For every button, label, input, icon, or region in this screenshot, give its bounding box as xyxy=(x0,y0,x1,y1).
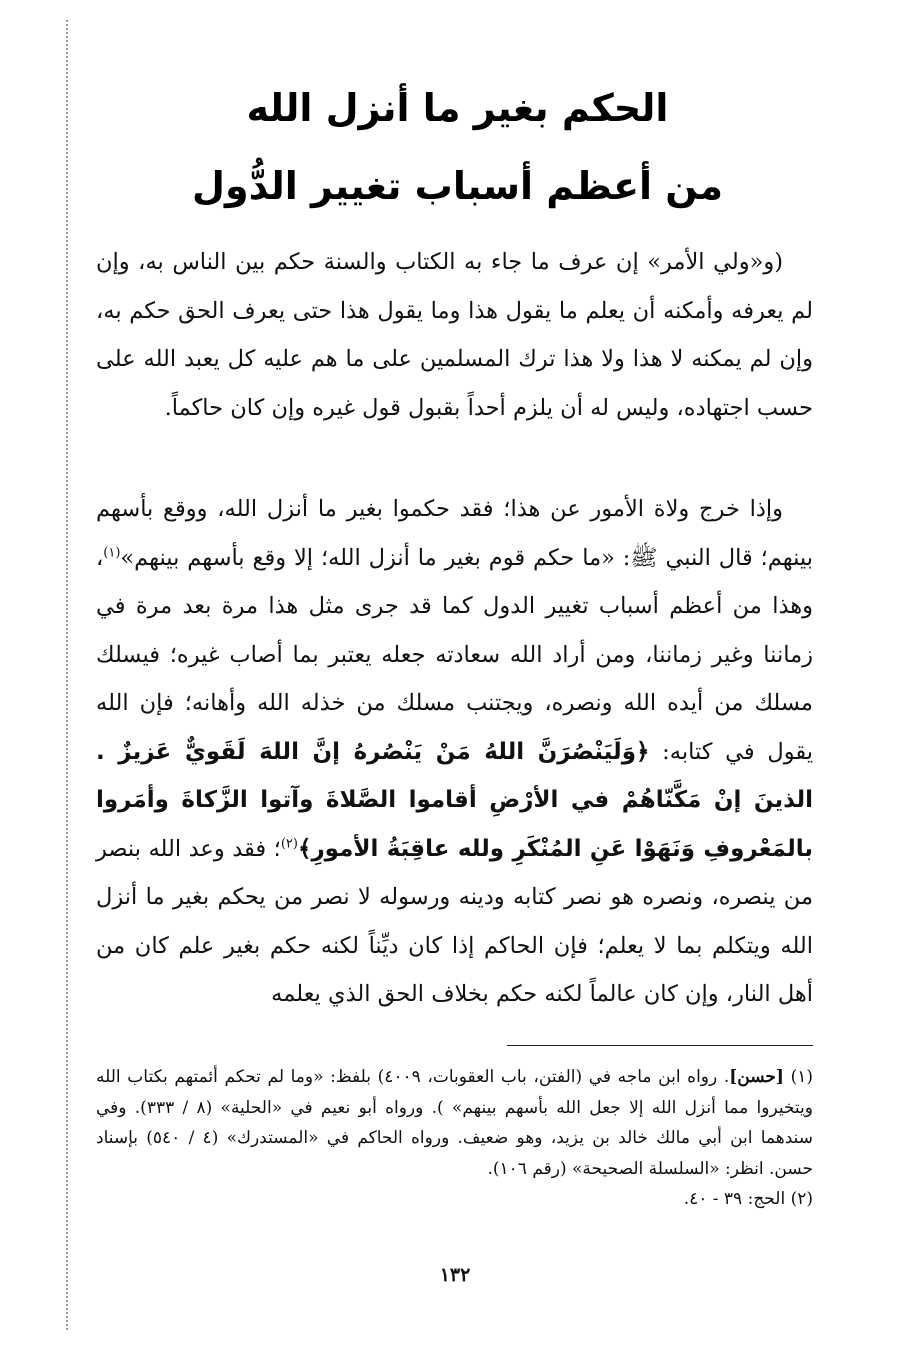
page-number: ١٣٢ xyxy=(439,1264,471,1286)
paragraph-2-part-2: ، وهذا من أعظم أسباب تغيير الدول كما قد جرى مثل هذا مرة بعد مرة في زماننا وغير زماننا، ومن أراد الله سعادته جعله يعتبر بما أصاب غيره؛ فيسلك مسلك من أيده الله ونصره، ويجتنب مسلك من خذله الله وأهانه؛ فإن الله يقول في كتابه: xyxy=(96,544,813,765)
paragraph-1: (و«ولي الأمر» إن عرف ما جاء به الكتاب والسنة حكم بين الناس به، وإن لم يعرفه وأمكنه أن يعلم ما يقول هذا وما يقول هذا حتى يعرف الحق حكم به، وإن لم يمكنه لا هذا ولا هذا ترك المسلمين على ما هم عليه كل يعبد الله على حسب اجتهاده، وليس له أن يلزم أحداً بقبول قول غيره وإن كان حاكماً. xyxy=(96,249,813,421)
footnote-1-text: . رواه ابن ماجه في (الفتن، باب العقوبات، ٤٠٠٩) بلفظ: «وما لم تحكم أئمتهم بكتاب الله ويتخيروا مما أنزل الله إلا جعل الله بأسهم بينهم» ). ورواه أبو نعيم في «الحلية» (٨ / ٣٣٣). وفي سندهما ابن أبي مالك خالد بن يزيد، وهو ضعيف. ورواه الحاكم في «المستدرك» (٤ / ٥٤٠) بإسناد حسن. انظر: «السلسلة الصحيحة» (رقم ١٠٦). xyxy=(96,1067,813,1179)
page-title-line-1: الحكم بغير ما أنزل الله xyxy=(246,86,669,130)
footnote-1-grade: [حسن] xyxy=(729,1067,784,1087)
footnote-2: (٢) الحج: ٣٩ - ٤٠. xyxy=(683,1189,813,1209)
footnote-separator xyxy=(507,1045,813,1046)
footnote-1 xyxy=(96,1062,813,1184)
page-edge-dots xyxy=(66,20,68,1330)
paragraph-2-part-1: وإذا خرج ولاة الأمور عن هذا؛ فقد حكموا بغير ما أنزل الله، ووقع بأسهم بينهم؛ قال النبي ﷺ: «ما حكم قوم بغير ما أنزل الله؛ إلا وقع بأسهم بينهم» xyxy=(96,496,813,571)
footnote-1-number: (١) xyxy=(790,1067,813,1087)
quran-verse: ﴿وَلَيَنْصُرَنَّ اللهُ مَنْ يَنْصُرهُ إنَّ اللهَ لَقَويٌّ عَزيزٌ . الذينَ إنْ مَكَّنّاهُمْ في الأرْضِ أقاموا الصَّلاةَ وآتوا الزَّكاةَ وأمَروا بالمَعْروفِ وَنَهَوْا عَنِ المُنْكَرِ ولله عاقِبَةُ الأمورِ﴾ xyxy=(96,738,814,862)
footnote-ref-2: (٢) xyxy=(280,836,298,851)
page-title-line-2: من أعظم أسباب تغيير الدُّول xyxy=(191,164,724,208)
footnote-ref-1: (١) xyxy=(103,545,121,560)
paragraph-2-part-3: ؛ فقد وعد الله بنصر من ينصره، ونصره هو نصر كتابه ودينه ورسوله لا نصر من يحكم بغير ما أنزل الله ويتكلم بما لا يعلم؛ فإن الحاكم إذا كان ديِّناً لكنه حكم بغير علم كان من أهل النار، وإن كان عالماً لكنه حكم بخلاف الحق الذي يعلمه xyxy=(96,835,813,1007)
paragraph-2 xyxy=(96,485,813,1019)
footnotes xyxy=(96,1062,813,1215)
